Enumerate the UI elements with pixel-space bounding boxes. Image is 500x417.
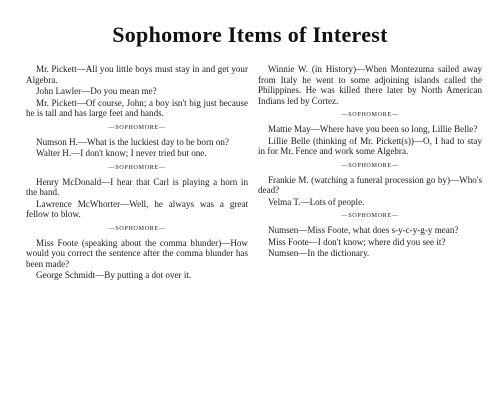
section-separator: —SOPHOMORE—	[108, 224, 166, 232]
section-separator: —SOPHOMORE—	[341, 111, 399, 118]
page-title: Sophomore Items of Interest	[112, 22, 388, 47]
joke-line: Henry McDonald—I hear that Carl is playing a horn in the band.	[26, 176, 248, 197]
joke-line: Lillie Belle (thinking of Mr. Pickett(s))—O, I had to stay in for Mr. Fence and work some Algebra.	[258, 135, 482, 156]
joke-line: Miss Foote (speaking about the comma blunder)—How would you correct the sentence after the comma blunder has been made?	[26, 237, 248, 269]
joke-line: Mr. Pickett—All you little boys must stay in and get your Algebra.	[26, 64, 248, 85]
joke-line: Winnie W. (in History)—When Montezuma sailed away from Italy he went to some adjoining islands called the Philippines. He was killed there later by North American Indians led by Cortez.	[258, 64, 482, 106]
section-separator: —SOPHOMORE—	[108, 123, 166, 131]
joke-line: Miss Foote—I don't know; where did you see it?	[268, 236, 446, 247]
joke-line: Walter H.—I don't know; I never tried but one.	[36, 148, 207, 158]
joke-line: Numsen—In the dictionary.	[268, 248, 370, 258]
joke-line: Frankie M. (watching a funeral procession go by)—Who's dead?	[258, 174, 482, 195]
joke-line: Mr. Pickett—Of course, John; a boy isn't big just because he is tall and has large feet and hands.	[26, 97, 248, 118]
joke-line: Lawrence McWhorter—Well, he always was a great fellow to blow.	[26, 198, 248, 219]
joke-line: George Schmidt—By putting a dot over it.	[36, 270, 192, 280]
joke-line: Velma T.—Lots of people.	[268, 196, 365, 207]
joke-line: Numson H.—What is the luckiest day to be born on?	[36, 136, 229, 147]
left-column	[26, 64, 248, 282]
joke-line: Mattie May—Where have you been so long, Lillie Belle?	[268, 124, 478, 134]
section-separator: —SOPHOMORE—	[341, 161, 399, 169]
section-separator: —SOPHOMORE—	[341, 212, 399, 219]
joke-line: Numsen—Miss Foote, what does s-y-c-y-g-y mean?	[268, 225, 459, 235]
section-separator: —SOPHOMORE—	[108, 163, 166, 171]
right-column	[258, 64, 482, 260]
joke-line: John Lawler—Do you mean me?	[36, 86, 157, 96]
